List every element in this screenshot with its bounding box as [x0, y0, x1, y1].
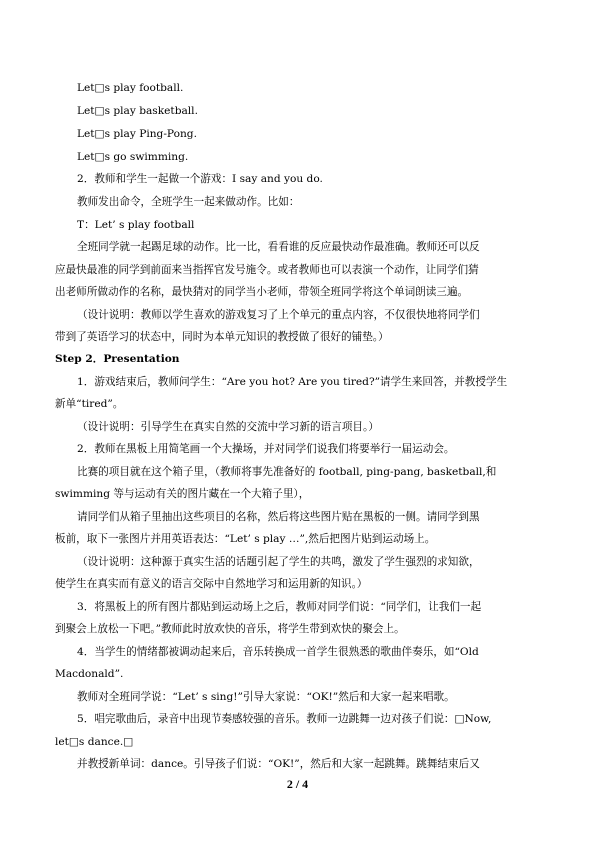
- text-line-23: 使学生在真实而有意义的语言交际中自然地学习和运用新的知识。）: [55, 578, 368, 590]
- text-line-21: 板前，取下一张图片并用英语表达：“Let’ s play …”,然后把图片贴到运动场上。: [55, 533, 436, 545]
- text-line-19: swimming 等与运动有关的图片藏在一个大箱子里），: [55, 488, 310, 500]
- text-line-29: 5．唱完歌曲后，录音中出现节奏感较强的音乐。教师一边跳舞一边对孩子们说：□Now,: [77, 713, 492, 725]
- page-number: 2 / 4: [286, 777, 309, 791]
- text-line-10: 出老师所做动作的名称，最快猜对的同学当小老师，带领全班同学将这个单词朗读三遍。: [55, 286, 469, 298]
- text-line-4: Let□s go swimming.: [77, 151, 189, 163]
- text-line-16: （设计说明：引导学生在真实自然的交流中学习新的语言项目。）: [77, 421, 379, 433]
- text-line-9: 应最快最准的同学到前面来当指挥官发号施令。或者教师也可以表演一个动作，让同学们猜: [55, 264, 479, 276]
- text-line-3: Let□s play Ping-Pong.: [77, 128, 197, 140]
- text-line-22: （设计说明：这种源于真实生活的话题引起了学生的共鸣，激发了学生强烈的求知欲，: [77, 556, 480, 568]
- section-heading: Step 2．Presentation: [55, 353, 180, 365]
- text-line-31: 并教授新单词：dance。引导孩子们说：“OK!”，然后和大家一起跳舞。跳舞结束后又: [77, 758, 480, 770]
- text-line-12: 带到了英语学习的状态中，同时为本单元知识的教授做了很好的铺垫。）: [55, 331, 389, 343]
- text-line-14: 1．游戏结束后，教师问学生：“Are you hot? Are you tired?”请学生来回答，并教授学生: [77, 376, 508, 388]
- text-line-28: 教师对全班同学说：“Let’ s sing!”引导大家说：“OK!”然后和大家一起来唱歌。: [77, 691, 455, 703]
- text-line-1: Let□s play football.: [77, 82, 184, 94]
- text-line-11: （设计说明：教师以学生喜欢的游戏复习了上个单元的重点内容，不仅很快地将同学们: [77, 309, 480, 321]
- text-line-17: 2．教师在黑板上用简笔画一个大操场，并对同学们说我们将要举行一届运动会。: [77, 443, 455, 455]
- text-line-6: 教师发出命令，全班学生一起来做动作。比如：: [77, 196, 300, 208]
- text-line-24: 3．将黑板上的所有图片都贴到运动场上之后，教师对同学们说：“同学们，让我们一起: [77, 601, 482, 613]
- text-line-25: 到聚会上放松一下吧。”教师此时放欢快的音乐，将学生带到欢快的聚会上。: [55, 623, 405, 635]
- text-line-27: Macdonald”.: [55, 668, 124, 680]
- text-line-18: 比赛的项目就在这个箱子里，（教师将事先准备好的 football, ping-pang, basketball,和: [77, 466, 497, 478]
- text-line-7: T：Let’ s play football: [77, 219, 195, 231]
- text-line-15: 新单“tired”。: [55, 398, 124, 410]
- text-line-8: 全班同学就一起踢足球的动作。比一比，看看谁的反应最快动作最准确。教师还可以反: [77, 241, 480, 253]
- text-line-5: 2．教师和学生一起做一个游戏：I say and you do.: [77, 173, 323, 185]
- text-line-2: Let□s play basketball.: [77, 105, 198, 117]
- text-line-26: 4．当学生的情绪都被调动起来后，音乐转换成一首学生很熟悉的歌曲伴奏乐，如“Old: [77, 646, 479, 658]
- text-line-30: let□s dance.□: [55, 736, 134, 748]
- text-line-20: 请同学们从箱子里抽出这些项目的名称，然后将这些图片贴在黑板的一侧。请同学到黑: [77, 511, 480, 523]
